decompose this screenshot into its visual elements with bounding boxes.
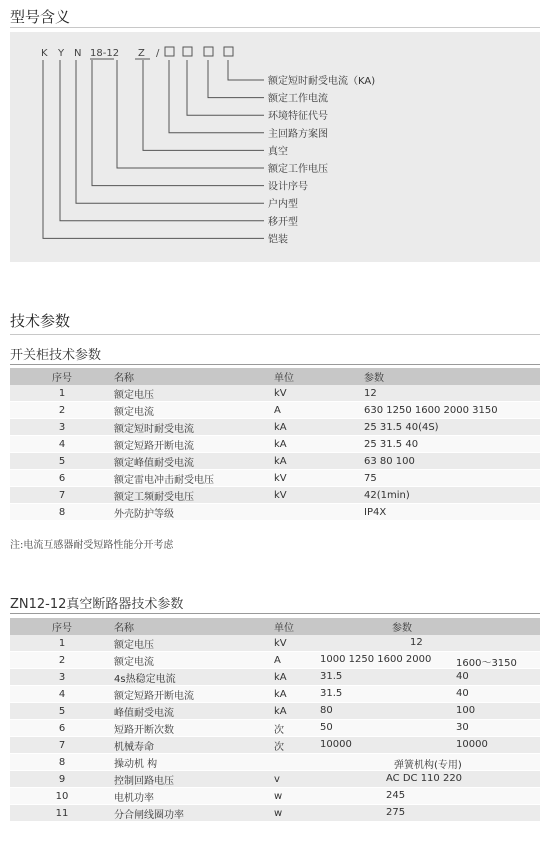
row-index-text: 10: [55, 790, 69, 802]
value-group-2: 40: [456, 688, 469, 699]
value-group-2: 1600～3150: [456, 658, 517, 669]
leader-line: [76, 60, 264, 203]
table-row: [10, 805, 540, 822]
row-unit-text: A: [274, 654, 281, 666]
header-index: 序号: [52, 373, 72, 384]
table-row: [10, 754, 540, 771]
row-index: [10, 720, 114, 737]
meaning-label: 设计序号: [268, 181, 308, 193]
row-index: 4: [10, 436, 114, 453]
row-index-text: 6: [58, 722, 66, 734]
header-value: 参数: [364, 373, 384, 384]
value-group-2: 40: [456, 671, 469, 682]
row-value: [320, 652, 540, 669]
row-name-text: 控制回路电压: [114, 775, 174, 787]
value-shared: 245: [386, 790, 406, 801]
row-value: IP4X: [364, 504, 540, 521]
row-value: [320, 686, 540, 703]
table-row: [10, 419, 540, 436]
row-index: 1: [10, 385, 114, 402]
meaning-label: 铠装: [268, 234, 288, 246]
table-header-row: [10, 618, 540, 635]
row-unit: [274, 635, 364, 652]
row-unit: [274, 669, 364, 686]
value-shared: AC DC 110 220: [386, 773, 463, 784]
table-row: [10, 720, 540, 737]
row-value: [320, 669, 540, 686]
row-value: 25 31.5 40(4S): [364, 419, 540, 436]
row-unit: [274, 720, 364, 737]
value-group-2: 30: [456, 722, 469, 733]
meaning-label: 环境特征代号: [268, 111, 328, 123]
row-unit: [274, 686, 364, 703]
switchgear-table-title: 开关柜技术参数: [10, 348, 102, 363]
breaker-title-divider: [10, 613, 540, 614]
row-name-text: 分合闸线圈功率: [114, 809, 184, 821]
row-value: 75: [364, 470, 540, 487]
row-unit-text: kA: [274, 688, 287, 700]
table-row: [10, 453, 540, 470]
row-unit-text: 次: [274, 741, 284, 753]
meaning-label: 额定工作电压: [268, 164, 328, 175]
row-value: [364, 754, 540, 771]
tech-divider: [10, 334, 540, 335]
row-name: 额定短路开断电流: [114, 436, 274, 453]
row-name-text: 机械寿命: [114, 741, 154, 753]
code-placeholder-box: [204, 47, 213, 56]
row-value: [364, 635, 540, 652]
table-row: [10, 788, 540, 805]
table-row: [10, 470, 540, 487]
row-index-text: 8: [58, 756, 66, 768]
row-index: [10, 635, 114, 652]
row-unit: kA: [274, 453, 364, 470]
table-row: [10, 686, 540, 703]
row-index-text: 11: [55, 807, 69, 819]
table-row: [10, 436, 540, 453]
row-name-text: 4s热稳定电流: [114, 673, 176, 685]
model-meaning-title: 型号含义: [10, 8, 71, 26]
header-name: 名称: [114, 373, 134, 384]
row-index: [10, 788, 114, 805]
row-name: 额定工频耐受电压: [114, 487, 274, 504]
row-unit: kA: [274, 436, 364, 453]
header-index: 序号: [52, 623, 72, 634]
row-name-text: 峰值耐受电流: [114, 707, 174, 719]
leader-line: [187, 60, 264, 115]
row-unit-text: kV: [274, 637, 287, 649]
row-index-text: 1: [58, 637, 66, 649]
table-row: [10, 652, 540, 669]
row-name: 额定雷电冲击耐受电压: [114, 470, 274, 487]
meaning-label: 移开型: [268, 216, 298, 228]
table-row: [10, 487, 540, 504]
row-index: 2: [10, 402, 114, 419]
row-name: 额定峰值耐受电流: [114, 453, 274, 470]
row-index-text: 9: [58, 773, 66, 785]
row-name-text: 额定短路开断电流: [114, 690, 194, 702]
value-group-1: 50: [320, 722, 333, 733]
value-group-1: 31.5: [320, 671, 343, 682]
meaning-label: 户内型: [268, 199, 298, 211]
code-z: Z: [138, 48, 145, 59]
row-index: [10, 686, 114, 703]
row-index: [10, 652, 114, 669]
row-index: 3: [10, 419, 114, 436]
row-value: 630 1250 1600 2000 3150: [364, 402, 540, 419]
row-index: 5: [10, 453, 114, 470]
header-unit: 单位: [274, 623, 294, 634]
leader-line: [228, 60, 264, 80]
value-group-1: 80: [320, 705, 333, 716]
meaning-label: 额定短时耐受电流（KA): [268, 76, 376, 87]
row-index: [10, 737, 114, 754]
switchgear-params-table: [10, 368, 540, 521]
row-index-text: 4: [58, 688, 66, 700]
row-name: [114, 703, 274, 720]
value-group-1: 10000: [320, 739, 352, 750]
table-row: [10, 771, 540, 788]
row-value: 63 80 100: [364, 453, 540, 470]
row-value: 25 31.5 40: [364, 436, 540, 453]
row-value: [320, 703, 540, 720]
row-unit: [274, 805, 364, 822]
model-diagram: [10, 32, 540, 262]
row-value: [364, 805, 540, 822]
value-shared: 弹簧机构(专用): [394, 760, 462, 771]
table-row: [10, 385, 540, 402]
row-name: [114, 788, 274, 805]
row-index: 6: [10, 470, 114, 487]
value-shared: 275: [386, 807, 406, 818]
row-index-text: 2: [58, 654, 66, 666]
model-code-diagram: [10, 32, 540, 262]
row-name: [114, 635, 274, 652]
row-name-text: 额定电压: [114, 639, 154, 651]
row-value: [364, 788, 540, 805]
switchgear-title-divider: [10, 364, 540, 365]
table-header-row: [10, 368, 540, 385]
row-index: [10, 754, 114, 771]
row-index: [10, 669, 114, 686]
leader-line: [143, 60, 264, 150]
code-placeholder-box: [224, 47, 233, 56]
value-shared: 12: [410, 637, 423, 648]
row-index: 8: [10, 504, 114, 521]
table-row: [10, 402, 540, 419]
row-name: 额定电流: [114, 402, 274, 419]
row-unit: [274, 504, 364, 521]
code-slash: /: [156, 48, 160, 59]
table-row: [10, 504, 540, 521]
row-value: [320, 737, 540, 754]
meaning-label: 主回路方案图: [268, 128, 328, 140]
code-y: Y: [58, 48, 65, 59]
row-value: [320, 720, 540, 737]
code-placeholder-box: [165, 47, 174, 56]
row-index: [10, 771, 114, 788]
row-unit-text: w: [274, 790, 283, 802]
value-group-2: 10000: [456, 739, 488, 750]
code-n: N: [74, 48, 82, 59]
row-name: [114, 771, 274, 788]
row-name: [114, 669, 274, 686]
title-divider: [10, 27, 540, 28]
row-unit: [274, 703, 364, 720]
row-index: [10, 703, 114, 720]
row-name: 额定电压: [114, 385, 274, 402]
row-index: [10, 805, 114, 822]
row-unit: [274, 788, 364, 805]
row-unit-text: kA: [274, 705, 287, 717]
code-k: K: [41, 48, 48, 59]
row-unit: kV: [274, 487, 364, 504]
row-name: 外壳防护等级: [114, 504, 274, 521]
row-name-text: 操动机 构: [114, 758, 158, 770]
row-name-text: 额定电流: [114, 656, 154, 668]
table-row: [10, 703, 540, 720]
header-unit: 单位: [274, 373, 294, 384]
row-value: [364, 771, 540, 788]
value-group-2: 100: [456, 705, 476, 716]
row-name: [114, 754, 274, 771]
value-group-1: 1000 1250 1600 2000: [320, 654, 432, 665]
row-unit: [274, 771, 364, 788]
row-unit: A: [274, 402, 364, 419]
row-index-text: 5: [58, 705, 66, 717]
row-index: 7: [10, 487, 114, 504]
leader-line: [92, 60, 264, 186]
row-unit-text: w: [274, 807, 283, 819]
row-name-text: 短路开断次数: [114, 724, 174, 736]
row-unit: [274, 754, 364, 771]
leader-line: [208, 60, 264, 98]
row-name: 额定短时耐受电流: [114, 419, 274, 436]
leader-line: [60, 60, 264, 221]
row-index-text: 3: [58, 671, 66, 683]
tech-params-title: 技术参数: [10, 312, 71, 330]
row-value: 42(1min): [364, 487, 540, 504]
row-unit-text: v: [274, 773, 280, 785]
row-name: [114, 805, 274, 822]
breaker-params-table: [10, 618, 540, 822]
meaning-label: 额定工作电流: [268, 93, 328, 105]
row-name: [114, 737, 274, 754]
table-row: [10, 669, 540, 686]
row-unit: kV: [274, 385, 364, 402]
code-placeholder-box: [183, 47, 192, 56]
row-unit-text: 次: [274, 724, 284, 736]
row-unit-text: kA: [274, 671, 287, 683]
row-name: [114, 720, 274, 737]
row-name: [114, 686, 274, 703]
code-18-12: 18-12: [90, 48, 120, 59]
row-name-text: 电机功率: [114, 792, 154, 804]
value-group-1: 31.5: [320, 688, 343, 699]
breaker-table-title: ZN12-12真空断路器技术参数: [10, 597, 184, 612]
row-value: 12: [364, 385, 540, 402]
row-unit: kV: [274, 470, 364, 487]
leader-line: [117, 60, 264, 168]
header-value: 参数: [392, 623, 412, 634]
table-row: [10, 635, 540, 652]
leader-line: [169, 60, 264, 133]
table-row: [10, 737, 540, 754]
row-name: [114, 652, 274, 669]
row-index-text: 7: [58, 739, 66, 751]
header-name: 名称: [114, 623, 134, 634]
switchgear-note: 注:电流互感器耐受短路性能分开考虑: [10, 540, 174, 551]
row-unit: kA: [274, 419, 364, 436]
meaning-label: 真空: [268, 146, 288, 158]
